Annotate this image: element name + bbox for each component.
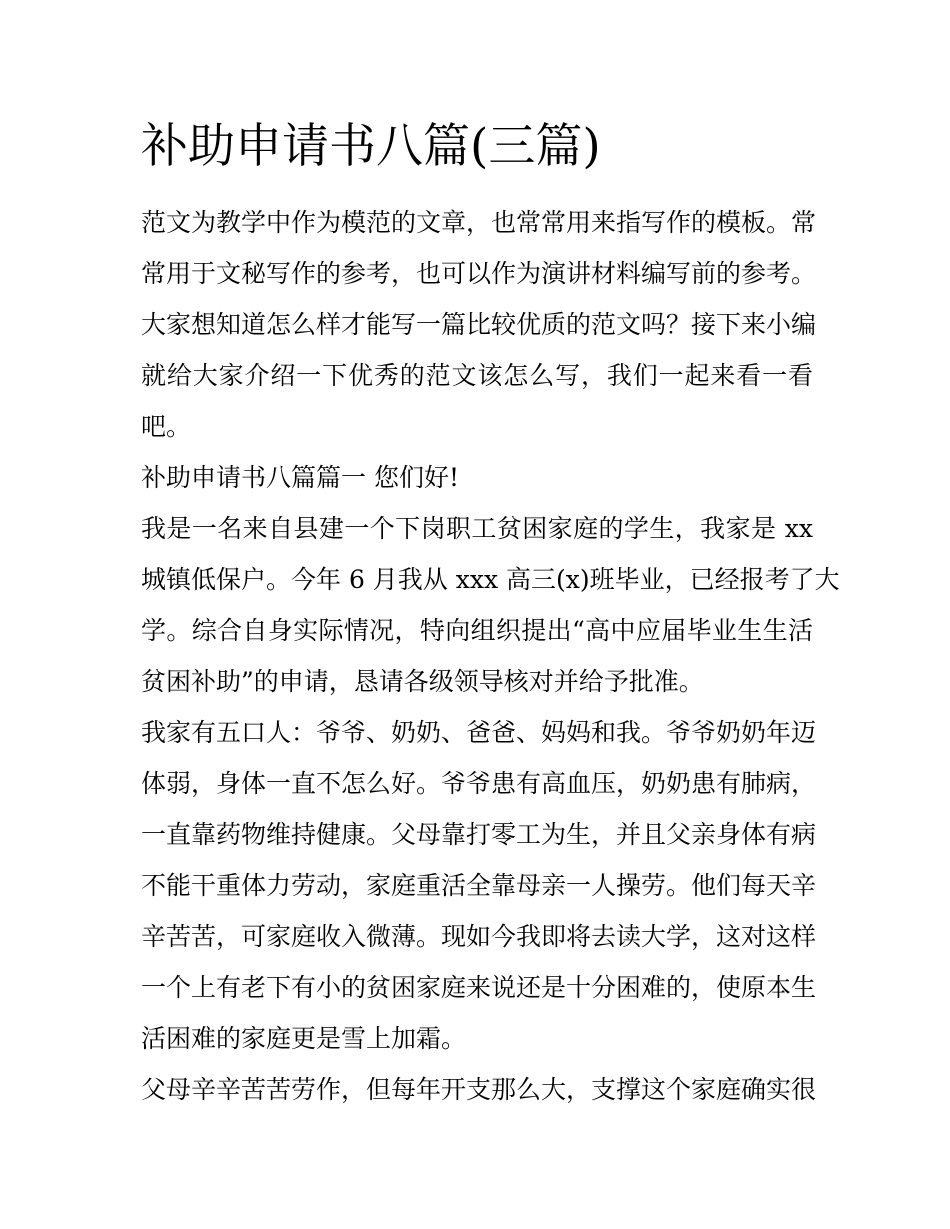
text-line: 吧。	[141, 412, 192, 441]
text-line: 父母辛辛苦苦劳作，但每年开支那么大，支撑这个家庭确实很	[141, 1075, 817, 1104]
document-body	[141, 197, 840, 1115]
text-line: 活困难的家庭更是雪上加霜。	[141, 1024, 467, 1053]
document-title: 补助申请书八篇(三篇)	[141, 119, 601, 174]
text-line: 学。综合自身实际情况，特向组织提出“高中应届毕业生生活	[141, 616, 813, 645]
text-line: 一个上有老下有小的贫困家庭来说还是十分困难的，使原本生	[141, 973, 817, 1002]
section-heading: 补助申请书八篇篇一 您们好!	[141, 463, 459, 492]
text-line: 贫困补助”的申请，恳请各级领导核对并给予批准。	[141, 667, 704, 696]
text-line: 辛苦苦，可家庭收入微薄。现如今我即将去读大学，这对这样	[141, 922, 817, 951]
text-line: 城镇低保户。今年 6 月我从 xxx 高三(x)班毕业，已经报考了大	[141, 565, 840, 594]
text-line: 就给大家介绍一下优秀的范文该怎么写，我们一起来看一看	[141, 361, 813, 390]
text-line: 范文为教学中作为模范的文章，也常常用来指写作的模板。常	[141, 208, 817, 237]
text-line: 大家想知道怎么样才能写一篇比较优质的范文吗？接下来小编	[141, 310, 817, 339]
text-line: 我家有五口人：爷爷、奶奶、爸爸、妈妈和我。爷爷奶奶年迈	[141, 718, 817, 747]
text-line: 一直靠药物维持健康。父母靠打零工为生，并且父亲身体有病	[141, 820, 817, 849]
text-line: 不能干重体力劳动，家庭重活全靠母亲一人操劳。他们每天辛	[141, 871, 817, 900]
text-line: 我是一名来自县建一个下岗职工贫困家庭的学生，我家是 xx	[141, 514, 813, 543]
text-line: 常用于文秘写作的参考，也可以作为演讲材料编写前的参考。	[141, 259, 817, 288]
text-line: 体弱，身体一直不怎么好。爷爷患有高血压，奶奶患有肺病，	[141, 769, 817, 798]
